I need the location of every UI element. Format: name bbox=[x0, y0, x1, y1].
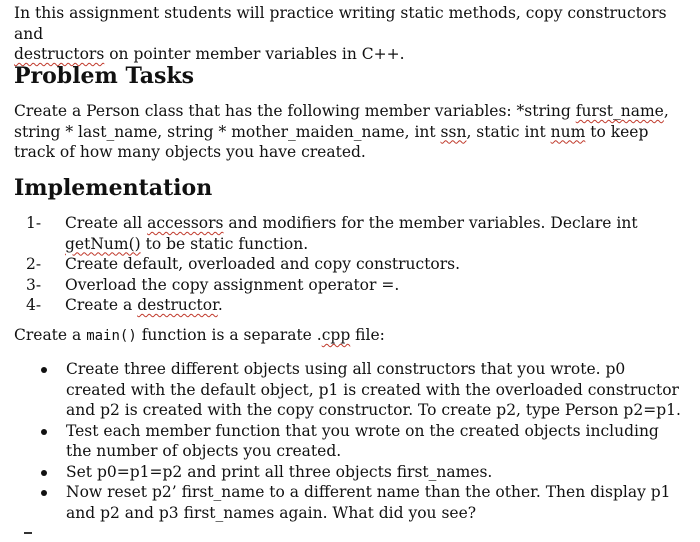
spell-flag-furst-name: furst_name bbox=[575, 102, 664, 120]
main-text-1: Create a bbox=[14, 326, 87, 344]
bullet-icon bbox=[41, 429, 47, 435]
task-bullet-item bbox=[14, 359, 686, 421]
item-number: 1- bbox=[26, 214, 42, 232]
item-number: 2- bbox=[26, 255, 42, 273]
item-text: Create all bbox=[65, 214, 148, 232]
spell-flag-cpp: cpp bbox=[321, 326, 351, 344]
task-bullet-item bbox=[14, 462, 686, 483]
item-text: to be static function. bbox=[140, 234, 309, 253]
intro-line-1: In this assignment students will practice writing static methods, copy constructors and bbox=[14, 4, 667, 43]
bullet-icon bbox=[41, 470, 47, 476]
intro-paragraph bbox=[14, 3, 686, 65]
spell-flag-num: num bbox=[550, 122, 586, 141]
desc-text-2: , string * last_name, string * mother_maiden_name, int bbox=[14, 102, 669, 141]
main-text-2: function is a separate . bbox=[136, 326, 322, 344]
task-text: Create three different objects using all constructors that you wrote. p0 created with the default object, p1 is created with the overloaded constructor and p2 is created with the copy constructor. To create p2, type Person p2=p1. bbox=[66, 360, 681, 419]
task-bullet-list bbox=[14, 359, 686, 523]
main-text-3: file: bbox=[350, 326, 385, 344]
task-text: Now reset p2’ first_name to a different name than the other. Then display p1 and p2 and p3 first_names again. What did you see? bbox=[66, 483, 671, 522]
task-bullet-item bbox=[14, 421, 686, 462]
item-number: 3- bbox=[26, 275, 42, 294]
item-text: Create default, overloaded and copy constructors. bbox=[65, 255, 461, 273]
partial-list-marker bbox=[24, 532, 32, 534]
spell-flag-getnum: getNum() bbox=[65, 234, 141, 253]
implementation-item bbox=[14, 275, 686, 296]
intro-line-2: on pointer member variables in C++. bbox=[104, 45, 405, 63]
implementation-item bbox=[14, 295, 686, 316]
spell-flag-accessors: accessors bbox=[147, 214, 224, 232]
desc-text-1: Create a Person class that has the following member variables: *string bbox=[14, 102, 576, 120]
spell-flag-ssn: ssn bbox=[440, 122, 467, 141]
bullet-icon bbox=[41, 367, 47, 373]
task-text: Set p0=p1=p2 and print all three objects first_names. bbox=[66, 462, 493, 481]
implementation-heading: Implementation bbox=[14, 175, 213, 201]
spell-flag-destructors: destructors bbox=[14, 45, 105, 63]
item-number: 4- bbox=[26, 296, 42, 314]
item-text: Create a bbox=[65, 296, 138, 314]
spell-flag-destructor: destructor bbox=[137, 296, 218, 314]
item-text: . bbox=[217, 296, 223, 314]
main-file-instruction bbox=[14, 325, 385, 347]
task-bullet-item bbox=[14, 482, 686, 523]
item-text: and modifiers for the member variables. Declare int bbox=[223, 214, 638, 232]
desc-text-3: , static int bbox=[466, 122, 551, 141]
bullet-icon bbox=[41, 490, 47, 496]
implementation-list bbox=[14, 213, 686, 316]
problem-description bbox=[14, 101, 686, 163]
desc-text-4: to keep track of how many objects you have created. bbox=[14, 122, 649, 161]
implementation-item bbox=[14, 213, 686, 254]
implementation-item bbox=[14, 254, 686, 275]
main-code: main() bbox=[86, 328, 137, 344]
task-text: Test each member function that you wrote on the created objects including the number of objects you created. bbox=[66, 421, 659, 460]
item-text: Overload the copy assignment operator =. bbox=[65, 275, 400, 294]
problem-tasks-heading: Problem Tasks bbox=[14, 63, 195, 89]
